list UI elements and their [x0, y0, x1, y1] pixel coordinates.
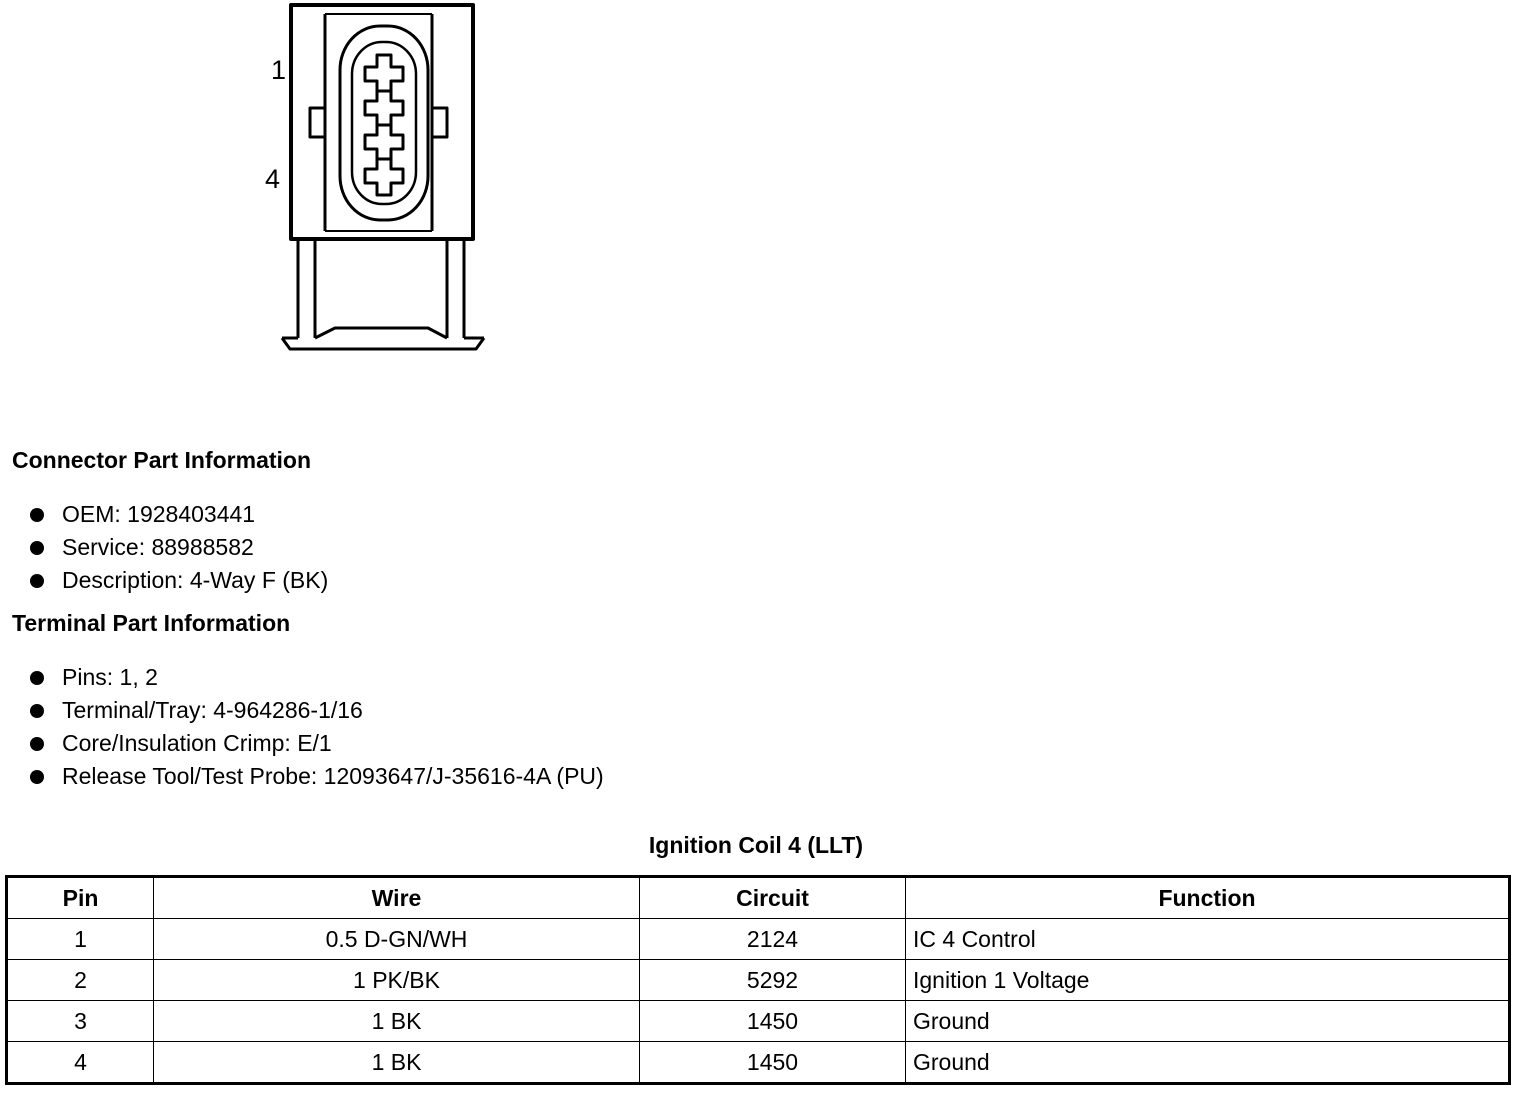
cell-wire: 1 BK — [154, 1042, 640, 1084]
terminal-cavity-2 — [365, 91, 403, 125]
cell-pin: 3 — [7, 1001, 154, 1042]
cell-pin: 1 — [7, 919, 154, 960]
cell-function: IC 4 Control — [906, 919, 1510, 960]
column-header-function: Function — [906, 877, 1510, 919]
terminal-cavity-3 — [365, 125, 403, 159]
column-header-circuit: Circuit — [640, 877, 906, 919]
cell-function: Ignition 1 Voltage — [906, 960, 1510, 1001]
terminal-cavity-4 — [365, 159, 403, 195]
column-header-wire: Wire — [154, 877, 640, 919]
table-title: Ignition Coil 4 (LLT) — [648, 832, 864, 858]
bullet-icon — [30, 671, 44, 685]
cell-wire: 1 BK — [154, 1001, 640, 1042]
terminal-info-list — [30, 661, 604, 793]
list-item: Service: 88988582 — [30, 531, 328, 564]
cavity-inner-ring — [352, 42, 416, 204]
table-row — [7, 1001, 1510, 1042]
bullet-icon — [30, 770, 44, 784]
pin-label-4: 4 — [265, 164, 281, 194]
bullet-icon — [30, 574, 44, 588]
bullet-icon — [30, 704, 44, 718]
cell-function: Ground — [906, 1001, 1510, 1042]
connector-base — [315, 328, 447, 338]
cell-function: Ground — [906, 1042, 1510, 1084]
terminal-info-heading: Terminal Part Information — [12, 610, 291, 636]
list-item: Core/Insulation Crimp: E/1 — [30, 727, 604, 760]
connector-info-heading: Connector Part Information — [12, 447, 312, 473]
table-row — [7, 919, 1510, 960]
list-item: Pins: 1, 2 — [30, 661, 604, 694]
bullet-icon — [30, 541, 44, 555]
table-row — [7, 960, 1510, 1001]
pinout-table — [5, 875, 1511, 1085]
bullet-icon — [30, 508, 44, 522]
cell-circuit: 1450 — [640, 1001, 906, 1042]
connector-diagram — [0, 0, 520, 360]
cell-wire: 1 PK/BK — [154, 960, 640, 1001]
cell-circuit: 5292 — [640, 960, 906, 1001]
pin-label-1: 1 — [271, 55, 287, 85]
table-header-row — [7, 877, 1510, 919]
list-item: Release Tool/Test Probe: 12093647/J-35616-4A (PU) — [30, 760, 604, 793]
table-row — [7, 1042, 1510, 1084]
terminal-cavity-1 — [365, 55, 403, 91]
cell-circuit: 1450 — [640, 1042, 906, 1084]
cell-circuit: 2124 — [640, 919, 906, 960]
list-item: OEM: 1928403441 — [30, 498, 328, 531]
bullet-icon — [30, 737, 44, 751]
cell-pin: 4 — [7, 1042, 154, 1084]
cell-wire: 0.5 D-GN/WH — [154, 919, 640, 960]
connector-info-list — [30, 498, 328, 597]
list-item: Description: 4-Way F (BK) — [30, 564, 328, 597]
list-item: Terminal/Tray: 4-964286-1/16 — [30, 694, 604, 727]
cell-pin: 2 — [7, 960, 154, 1001]
column-header-pin: Pin — [7, 877, 154, 919]
